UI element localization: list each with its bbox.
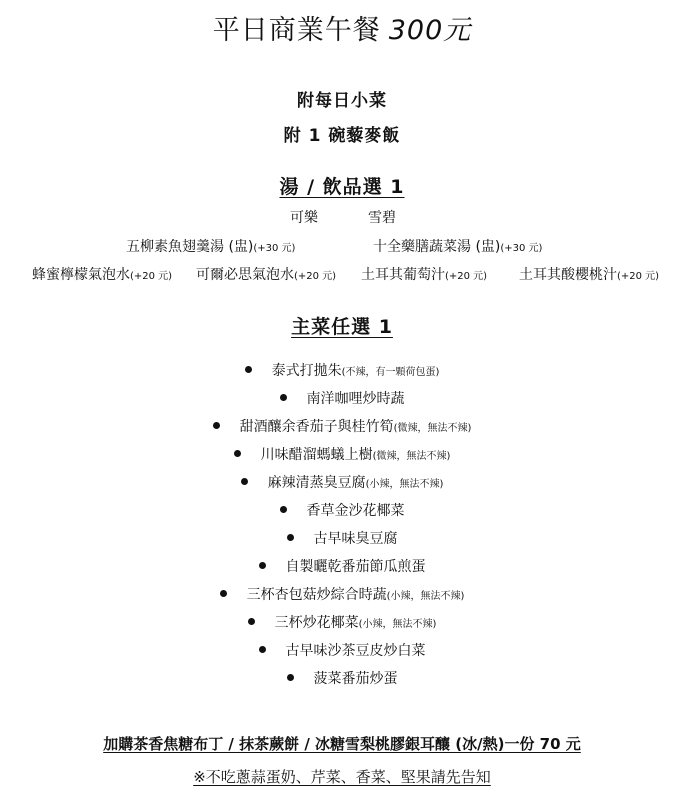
includes-side-dish: 附每日小菜 [297,91,387,111]
drink-item-1: 蜂蜜檸檬氣泡水(+20 元) [32,267,173,283]
page-title [0,8,684,47]
addon-dessert-offer: 加購茶香焦糖布丁 / 抹茶蕨餅 / 冰糖雪梨桃膠銀耳釀 (冰/熱)一份 70 元 [103,735,581,753]
main-item-6: 香草金沙花椰菜 [0,500,684,520]
bullet-icon [248,618,255,625]
soup-item-2: 十全藥膳蔬菜湯 (盅)(+30 元) [373,239,543,255]
bullet-icon [287,674,294,681]
mains-heading: 主菜任選 1 [291,316,393,338]
drink-item-1-extra: (+20 元) [130,271,173,282]
soup-item-2-extra: (+30 元) [500,243,543,254]
bullet-icon [287,534,294,541]
bullet-icon [213,422,220,429]
bullet-icon [259,646,266,653]
title-main: 平日商業午餐 [212,15,381,46]
bullet-icon [280,394,287,401]
allergy-notice: ※不吃蔥蒜蛋奶、芹菜、香菜、堅果請先告知 [193,768,491,786]
drink-item-2: 可爾必思氣泡水(+20 元) [196,267,337,283]
main-item-5: 麻辣清蒸臭豆腐(小辣，無法不辣) [0,472,684,492]
bullet-icon [241,478,248,485]
drink-cola: 可樂 [290,210,318,226]
bullet-icon [220,590,227,597]
drink-item-4: 土耳其酸櫻桃汁(+20 元) [519,267,660,283]
main-item-2: 南洋咖哩炒時蔬 [0,388,684,408]
drink-sprite: 雪碧 [368,210,396,226]
drink-item-4-extra: (+20 元) [617,271,660,282]
main-item-12: 菠菜番茄炒蛋 [0,668,684,688]
bullet-icon [245,366,252,373]
main-item-10: 三杯炒花椰菜(小辣，無法不辣) [0,612,684,632]
bullet-icon [259,562,266,569]
drinks-heading: 湯 / 飲品選 1 [279,176,405,198]
main-item-4: 川味醋溜螞蟻上樹(微辣，無法不辣) [0,444,684,464]
drink-item-2-extra: (+20 元) [294,271,337,282]
bullet-icon [234,450,241,457]
main-item-3: 甜酒釀余香茄子與桂竹筍(微辣，無法不辣) [0,416,684,436]
main-item-9: 三杯杏包菇炒綜合時蔬(小辣，無法不辣) [0,584,684,604]
includes-rice: 附 1 碗藜麥飯 [283,126,401,146]
main-item-1: 泰式打拋朱(不辣，有一顆荷包蛋) [0,360,684,380]
soup-item-1-extra: (+30 元) [253,243,296,254]
bullet-icon [280,506,287,513]
main-item-11: 古早味沙茶豆皮炒白菜 [0,640,684,660]
soup-item-1: 五柳素魚翅羹湯 (盅)(+30 元) [126,239,296,255]
title-price: 300元 [388,15,472,46]
drink-item-3: 土耳其葡萄汁(+20 元) [361,267,488,283]
main-item-8: 自製曬乾番茄節瓜煎蛋 [0,556,684,576]
drink-item-3-extra: (+20 元) [445,271,488,282]
main-item-7: 古早味臭豆腐 [0,528,684,548]
